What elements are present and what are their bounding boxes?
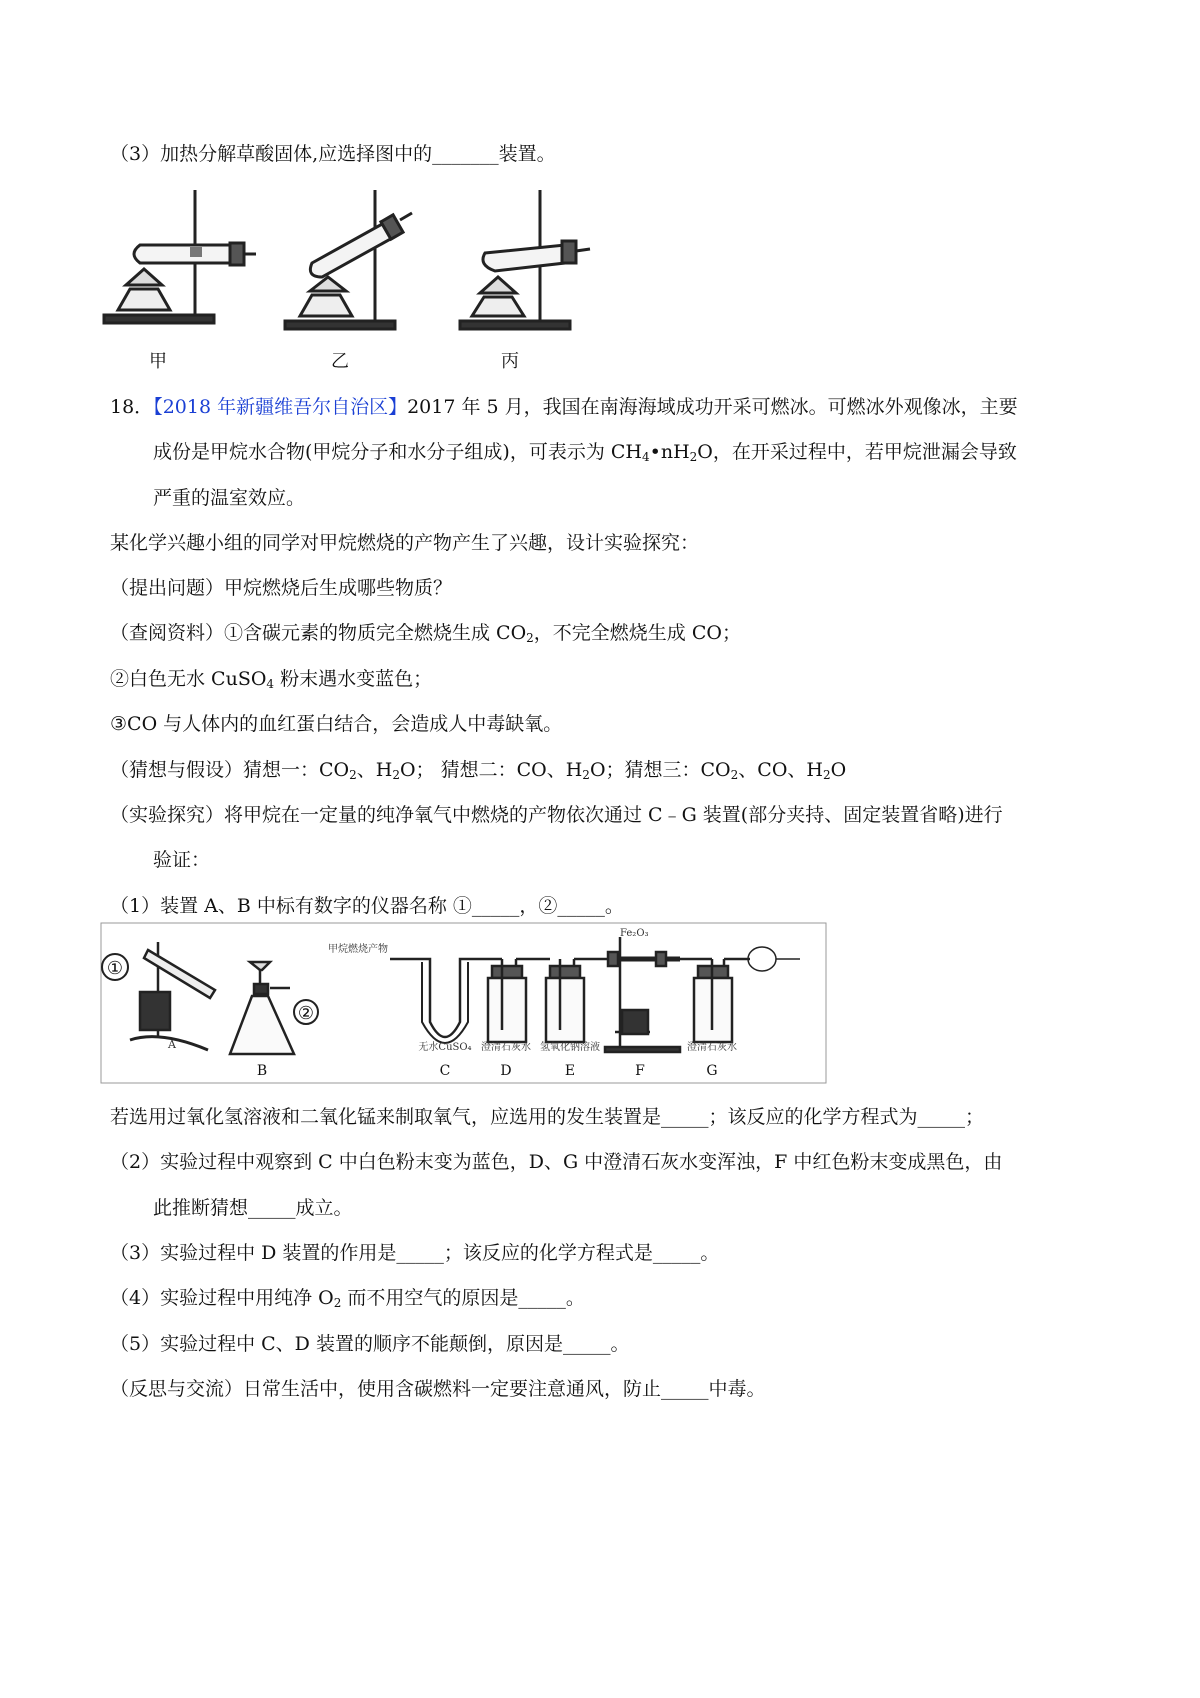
part-5-line: （5）实验过程中 C、D 装置的顺序不能颠倒，原因是_____。 — [110, 1333, 630, 1355]
label-b: B — [256, 1063, 268, 1079]
marker-1: ① — [106, 958, 124, 979]
part-4-line: （4）实验过程中用纯净 $O_2$ 而不用空气的原因是_____。 — [110, 1287, 585, 1310]
apparatus-c — [418, 959, 480, 1043]
part-3-line: （3）实验过程中 D 装置的作用是_____；该反应的化学方程式是_____。 — [110, 1242, 720, 1264]
apparatus-g — [694, 947, 800, 1042]
apparatus-jia — [104, 190, 256, 323]
question-text: （提出问题）甲烷燃烧后生成哪些物质？ — [110, 577, 453, 599]
label-g: G — [706, 1063, 718, 1079]
apparatus-e — [546, 959, 608, 1042]
reagent-c: 无水CuSO₄ — [418, 1042, 472, 1053]
part-2-line-2: 此推断猜想_____成立。 — [153, 1197, 353, 1219]
fe2o3-label: Fe₂O₃ — [620, 928, 649, 939]
experiment-line-1: （实验探究）将甲烷在一定量的纯净氧气中燃烧的产物依次通过 C﹣G 装置(部分夹持、固定装置省略)进行 — [110, 804, 1003, 826]
info-line-2: ②白色无水 CuSO$_4$ 粉末遇水变蓝色； — [110, 668, 433, 691]
experiment-line-2: 验证： — [153, 849, 211, 871]
label-f: F — [635, 1063, 645, 1079]
question-source: 【2018 年新疆维吾尔自治区】 — [153, 396, 408, 418]
part-1-line: （1）装置 A、B 中标有数字的仪器名称 ①_____，②_____。 — [110, 895, 624, 917]
apparatus-bing — [460, 190, 590, 329]
label-yi: 乙 — [331, 351, 349, 372]
question-18-line-1: 18．【2018 年新疆维吾尔自治区】2017 年 5 月，我国在南海海域成功开采可燃冰。可燃冰外观像冰，主要 — [110, 396, 1018, 418]
apparatus-chain-figure — [100, 922, 827, 1084]
reagent-g: 澄清石灰水 — [687, 1042, 737, 1053]
label-a: A — [168, 1038, 176, 1051]
label-d: D — [500, 1063, 512, 1079]
intro-text: 某化学兴趣小组的同学对甲烷燃烧的产物产生了兴趣，设计实验探究： — [110, 532, 700, 554]
reflection-line: （反思与交流）日常生活中，使用含碳燃料一定要注意通风，防止_____中毒。 — [110, 1378, 766, 1400]
part-1b-line: 若选用过氧化氢溶液和二氧化锰来制取氧气，应选用的发生装置是_____；该反应的化学方程式为_____； — [110, 1106, 985, 1128]
question-18-line-2: 成份是甲烷水合物(甲烷分子和水分子组成)，可表示为 $CH_4•nH_2O$，在开采过程中，若甲烷泄漏会导致 — [153, 441, 1017, 464]
reagent-d: 澄清石灰水 — [481, 1042, 531, 1053]
label-jia: 甲 — [149, 351, 167, 372]
label-e: E — [564, 1063, 576, 1079]
label-c: C — [439, 1063, 451, 1079]
hypothesis-line: （猜想与假设）猜想一：$CO_2$、$H_2O$； 猜想二：CO、$H_2O$；猜想三：$CO_2$、CO、$H_2O$ — [110, 759, 847, 782]
info-line-1: （查阅资料）①含碳元素的物质完全燃烧生成 $CO_2$，不完全燃烧生成 CO； — [110, 622, 741, 645]
inlet-label: 甲烷燃烧产物 — [328, 944, 388, 955]
question-17-part-3: （3）加热分解草酸固体,应选择图中的_______装置。 — [110, 143, 556, 165]
question-18-line-3: 严重的温室效应。 — [153, 487, 306, 509]
apparatus-yi — [285, 190, 412, 329]
heating-apparatus-figure — [100, 185, 615, 380]
apparatus-d — [480, 959, 550, 1042]
marker-2: ② — [297, 1003, 315, 1024]
reagent-e: 氢氧化钠溶液 — [540, 1042, 600, 1053]
part-2-line-1: （2）实验过程中观察到 C 中白色粉末变为蓝色，D、G 中澄清石灰水变浑浊，F 中红色粉末变成黑色，由 — [110, 1151, 1003, 1173]
info-line-3: ③CO 与人体内的血红蛋白结合，会造成人中毒缺氧。 — [110, 713, 563, 735]
label-bing: 丙 — [501, 351, 519, 372]
